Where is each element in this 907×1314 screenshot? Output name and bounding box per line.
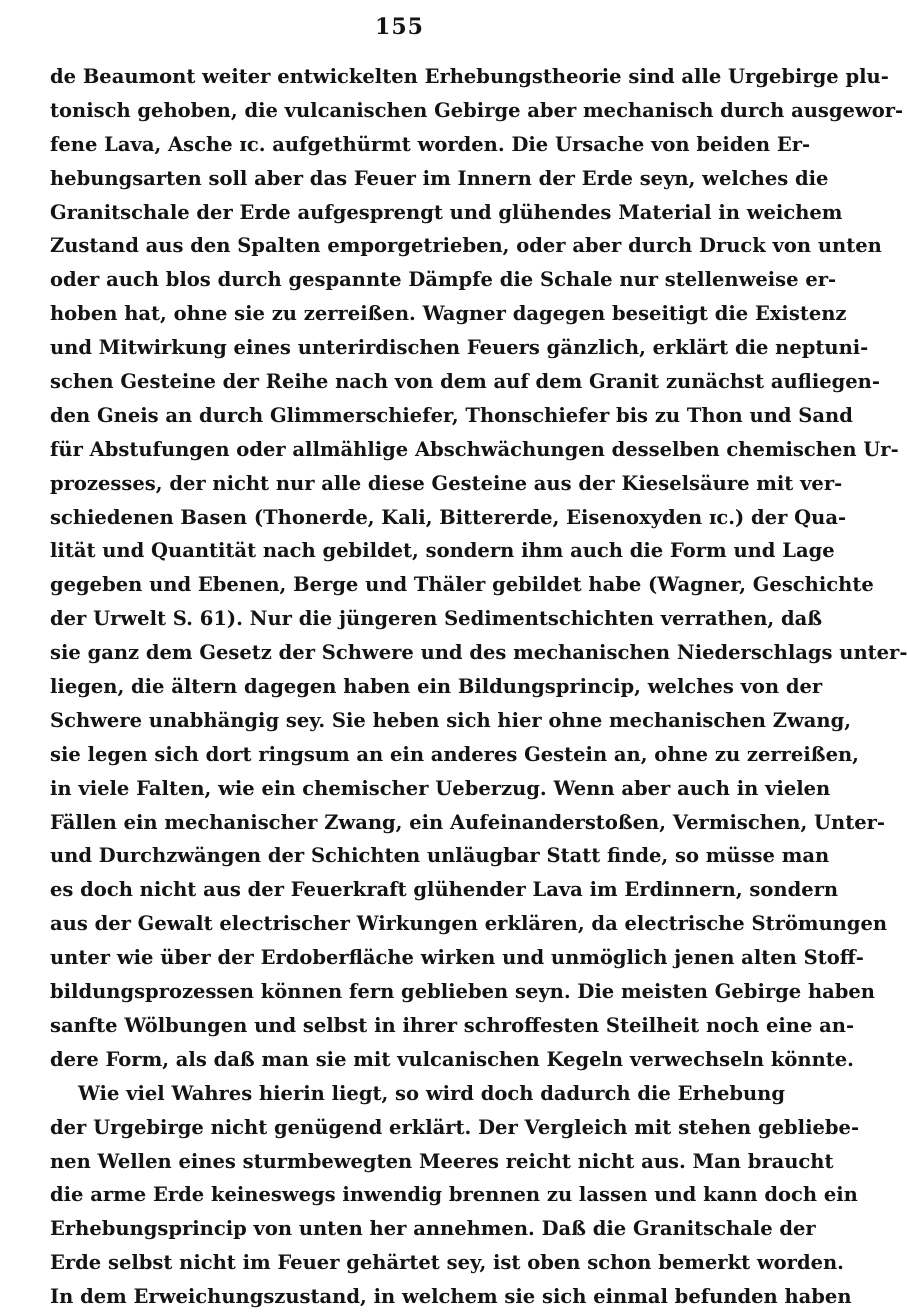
text-line: hebungsarten soll aber das Feuer im Innern der Erde seyn, welches die — [50, 166, 829, 190]
text-line: Granitschale der Erde aufgesprengt und glühendes Material in weichem — [50, 200, 843, 224]
text-line: schen Gesteine der Reihe nach von dem auf dem Granit zunächst aufliegen- — [50, 370, 880, 394]
text-line: de Beaumont weiter entwickelten Erhebungstheorie sind alle Urgebirge plu- — [50, 65, 889, 88]
text-line: Erhebungsprincip von unten her annehmen. Daß die Granitschale der — [50, 1217, 816, 1241]
text-line: fene Lava, Asche ɪc. aufgethürmt worden. Die Ursache von beiden Er- — [50, 132, 811, 156]
text-line: aus der Gewalt electrischer Wirkungen erklären, da electrische Strömungen — [50, 912, 888, 936]
text-line: Zustand aus den Spalten emporgetrieben, oder aber durch Druck von unten — [50, 234, 882, 258]
text-line: die arme Erde keineswegs inwendig brennen zu lassen und kann doch ein — [50, 1183, 858, 1207]
page-number: 155 — [375, 14, 424, 40]
text-line: gegeben und Ebenen, Berge und Thäler gebildet habe (Wagner, Geschichte — [50, 573, 874, 597]
text-line: In dem Erweichungszustand, in welchem sie sich einmal befunden haben — [50, 1285, 852, 1309]
text-line: prozesses, der nicht nur alle diese Gesteine aus der Kieselsäure mit ver- — [50, 471, 843, 495]
text-line: Erde selbst nicht im Feuer gehärtet sey, ist oben schon bemerkt worden. — [50, 1251, 844, 1275]
text-line: Fällen ein mechanischer Zwang, ein Aufeinanderstoßen, Vermischen, Unter- — [50, 810, 886, 834]
text-line: bildungsprozessen können fern geblieben seyn. Die meisten Gebirge haben — [50, 980, 875, 1004]
text-line: tonisch gehoben, die vulcanischen Gebirge aber mechanisch durch ausgewor- — [50, 98, 904, 122]
text-line: Schwere unabhängig sey. Sie heben sich hier ohne mechanischen Zwang, — [50, 708, 852, 732]
text-line: nen Wellen eines sturmbewegten Meeres reicht nicht aus. Man braucht — [50, 1149, 834, 1173]
text-line: es doch nicht aus der Feuerkraft glühender Lava im Erdinnern, sondern — [50, 878, 839, 902]
text-line: Wie viel Wahres hierin liegt, so wird doch dadurch die Erhebung — [78, 1081, 785, 1105]
text-line: hoben hat, ohne sie zu zerreißen. Wagner dagegen beseitigt die Existenz — [50, 302, 847, 326]
body-text — [50, 60, 907, 1314]
text-line: oder auch blos durch gespannte Dämpfe die Schale nur stellenweise er- — [50, 268, 837, 292]
text-line: unter wie über der Erdoberfläche wirken und unmöglich jenen alten Stoff- — [50, 946, 864, 970]
text-line: und Durchzwängen der Schichten unläugbar Statt finde, so müsse man — [50, 844, 830, 868]
text-line: der Urgebirge nicht genügend erklärt. Der Vergleich mit stehen gebliebe- — [50, 1115, 860, 1139]
text-line: liegen, die ältern dagegen haben ein Bildungsprincip, welches von der — [50, 675, 823, 699]
text-line: der Urwelt S. 61). Nur die jüngeren Sedimentschichten verrathen, daß — [50, 607, 823, 631]
text-line: schiedenen Basen (Thonerde, Kali, Bittererde, Eisenoxyden ɪc.) der Qua- — [50, 505, 847, 529]
text-line: lität und Quantität nach gebildet, sondern ihm auch die Form und Lage — [50, 539, 835, 563]
text-line: sanfte Wölbungen und selbst in ihrer schroffesten Steilheit noch eine an- — [50, 1013, 855, 1037]
text-line: sie legen sich dort ringsum an ein anderes Gestein an, ohne zu zerreißen, — [50, 742, 859, 766]
text-line: in viele Falten, wie ein chemischer Ueberzug. Wenn aber auch in vielen — [50, 776, 831, 800]
text-line: sie ganz dem Gesetz der Schwere und des mechanischen Niederschlags unter- — [50, 641, 907, 665]
text-line: für Abstufungen oder allmählige Abschwächungen desselben chemischen Ur- — [50, 437, 899, 461]
text-line: dere Form, als daß man sie mit vulcanischen Kegeln verwechseln könnte. — [50, 1047, 854, 1071]
text-line: den Gneis an durch Glimmerschiefer, Thonschiefer bis zu Thon und Sand — [50, 403, 853, 427]
text-line: und Mitwirkung eines unterirdischen Feuers gänzlich, erklärt die neptuni- — [50, 336, 869, 360]
